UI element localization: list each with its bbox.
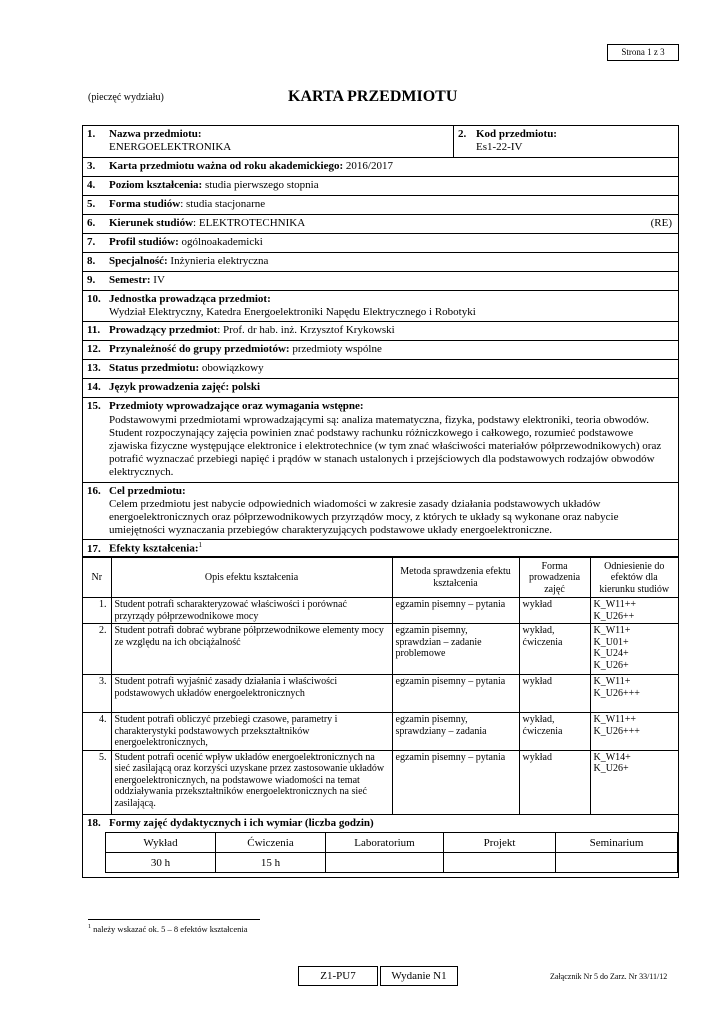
course-name-value: ENERGOELEKTRONIKA xyxy=(109,141,232,154)
lecturer-value: : Prof. dr hab. inż. Krzysztof Krykowski xyxy=(217,324,395,337)
table-row: 2. Student potrafi dobrać wybrane półprzewodnikowe elementy mocy ze względu na ich obciążalność egzamin pisemny, sprawdzian – zadanie problemowe wykład, ćwiczenia K_W11+ K_U01+ K_U24+ K_U26+ xyxy=(83,624,678,675)
course-card-form xyxy=(82,125,679,878)
faculty-stamp-label: (pieczęć wydziału) xyxy=(88,92,164,103)
field-of-study-value: : ELEKTROTECHNIKA xyxy=(193,217,306,229)
footnote-divider xyxy=(88,919,260,920)
specialty-value: Inżynieria elektryczna xyxy=(170,255,269,267)
page-counter: Strona 1 z 3 xyxy=(607,44,679,61)
row-profile: 7. Profil studiów: ogólnoakademicki xyxy=(83,234,678,253)
col-form: Forma prowadzenia zajęć xyxy=(519,558,590,598)
course-code-cell: 2. Kod przedmiotu: Es1-22-IV xyxy=(458,128,557,154)
col-ref: Odniesienie do efektów dla kierunku studiów xyxy=(590,558,678,598)
edition-label: Wydanie N1 xyxy=(380,966,458,986)
row-hours: 18. Formy zajęć dydaktycznych i ich wymiar (liczba godzin) Wykład Ćwiczenia Laboratorium Projekt Seminarium 30 h 15 h xyxy=(83,815,678,877)
status-value: obowiązkowy xyxy=(201,362,264,375)
valid-from-value: 2016/2017 xyxy=(345,160,393,172)
profile-value: ogólnoakademicki xyxy=(181,236,263,248)
effects-header-row xyxy=(83,558,678,598)
row-course-name-code xyxy=(83,126,678,158)
course-code-value: Es1-22-IV xyxy=(476,141,523,154)
form-code: Z1-PU7 xyxy=(298,966,378,986)
row-field-of-study: 6. Kierunek studiów: ELEKTROTECHNIKA (RE) xyxy=(83,215,678,234)
language-value: Język prowadzenia zajęć: polski xyxy=(109,381,261,394)
row-specialty: 8. Specjalność: Inżynieria elektryczna xyxy=(83,253,678,272)
objective-text: Celem przedmiotu jest nabycie odpowiednich wiadomości w zakresie zasady działania podstawowych układów energoelektronicznych oraz półprzewodnikowych przyrządów mocy, z których te układy są wykonane oraz nabycie umiejętności wyznaczania przebiegów charakteryzujących podstawowe układy energoelektroniczne. xyxy=(109,497,619,537)
row-level: 4. Poziom kształcenia: studia pierwszego stopnia xyxy=(83,177,678,196)
footnote-ref: 1 xyxy=(198,541,203,550)
table-row: 5. Student potrafi ocenić wpływ układów energoelektronicznych na sieć zasilającą oraz korzyści uzyskane przez zastosowanie układów energoelektronicznych, na podstawowe wiadomości na temat oddziaływania przekształtników energoelektronicznych na sieć zasilającą. egzamin pisemny – pytania wykład K_W14+ K_U26+ xyxy=(83,750,678,814)
row-language: 14. Język prowadzenia zajęć: polski xyxy=(83,379,678,398)
prerequisites-text: Podstawowymi przedmiotami wprowadzającymi są: analiza matematyczna, fizyka, podstawy elektroniki, teoria obwodów. Student rozpoczynający zajęcia powinien znać podstawy rachunku różniczkowego i całkowego, rozumieć podstawowe zjawiska fizyczne występujące elektronice i elektrotechnice (w tym znać właściwości materiałów półprzewodnikowych) oraz potrafić wyznaczać przebiegi napięć i prądów w stanach ustalonych i przejściowych dla podstawowych rodzajów obwodów elektrycznych. xyxy=(109,413,662,479)
row-semester: 9. Semestr: IV xyxy=(83,272,678,291)
table-row: 4. Student potrafi obliczyć przebiegi czasowe, parametry i charakterystyki podstawowych przekształtników energoelektronicznych, egzamin pisemny, sprawdziany – zadania wykład, ćwiczenia K_W11++ K_U26+++ xyxy=(83,713,678,751)
col-nr: Nr xyxy=(83,558,111,598)
effects-table-wrap xyxy=(83,557,678,815)
document-title: KARTA PRZEDMIOTU xyxy=(288,88,458,105)
field-code: (RE) xyxy=(650,217,672,229)
hours-value-row: 30 h 15 h xyxy=(106,853,678,873)
table-row: 1. Student potrafi scharakteryzować właściwości i porównać przyrządy półprzewodnikowe mocy egzamin pisemny – pytania wykład K_W11++ K_U26++ xyxy=(83,598,678,624)
group-value: przedmioty wspólne xyxy=(292,343,382,356)
table-row: 3. Student potrafi wyjaśnić zasady działania i właściwości podstawowych układów energoelektronicznych egzamin pisemny – pytania wykład K_W11+ K_U26+++ xyxy=(83,675,678,713)
row-effects-heading: 17. Efekty kształcenia:$^1$ xyxy=(83,540,678,557)
effects-table xyxy=(83,557,678,814)
col-desc: Opis efektu kształcenia xyxy=(111,558,392,598)
annex-note: Załącznik Nr 5 do Zarz. Nr 33/11/12 xyxy=(550,972,668,981)
semester-value: IV xyxy=(153,274,165,286)
row-study-form: 5. Forma studiów: studia stacjonarne xyxy=(83,196,678,215)
row-group: 12. Przynależność do grupy przedmiotów: przedmioty wspólne xyxy=(83,341,678,360)
course-name-cell: 1. Nazwa przedmiotu: ENERGOELEKTRONIKA xyxy=(83,126,454,157)
level-value: studia pierwszego stopnia xyxy=(204,179,319,191)
row-status: 13. Status przedmiotu: obowiązkowy xyxy=(83,360,678,379)
row-objective: 16. Cel przedmiotu: Celem przedmiotu jest nabycie odpowiednich wiadomości w zakresie zasady działania podstawowych układów energoelektronicznych oraz półprzewodnikowych przyrządów mocy, z których te układy są wykonane oraz nabycie umiejętności wyznaczania przebiegów charakteryzujących podstawowe układy energoelektroniczne. xyxy=(83,483,678,541)
col-method: Metoda sprawdzenia efektu kształcenia xyxy=(392,558,519,598)
hours-table xyxy=(105,832,678,873)
unit-value: Wydział Elektryczny, Katedra Energoelektroniki Napędu Elektrycznego i Robotyki xyxy=(109,306,476,319)
row-unit: 10. Jednostka prowadząca przedmiot: Wydział Elektryczny, Katedra Energoelektroniki Napędu Elektrycznego i Robotyki xyxy=(83,291,678,322)
row-prerequisites: 15. Przedmioty wprowadzające oraz wymagania wstępne: Podstawowymi przedmiotami wprowadzającymi są: analiza matematyczna, fizyka, podstawy elektroniki, teoria obwodów. Student rozpoczynający zajęcia powinien znać podstawy rachunku różniczkowego i całkowego, rozumieć podstawowe zjawiska fizyczne występujące elektronice i elektrotechnice (w tym znać właściwości materiałów półprzewodnikowych) oraz potrafić wyznaczać przebiegi napięć i prądów w stanach ustalonych i przejściowych dla podstawowych rodzajów obwodów elektrycznych. xyxy=(83,398,678,482)
hours-header-row: Wykład Ćwiczenia Laboratorium Projekt Seminarium xyxy=(106,833,678,853)
row-lecturer: 11. Prowadzący przedmiot: Prof. dr hab. inż. Krzysztof Krykowski xyxy=(83,322,678,341)
footnote: $^1$ należy wskazać ok. 5 – 8 efektów kształcenia xyxy=(88,924,248,934)
row-valid-from: 3. Karta przedmiotu ważna od roku akademickiego: 2016/2017 xyxy=(83,158,678,177)
study-form-value: : studia stacjonarne xyxy=(180,198,266,210)
